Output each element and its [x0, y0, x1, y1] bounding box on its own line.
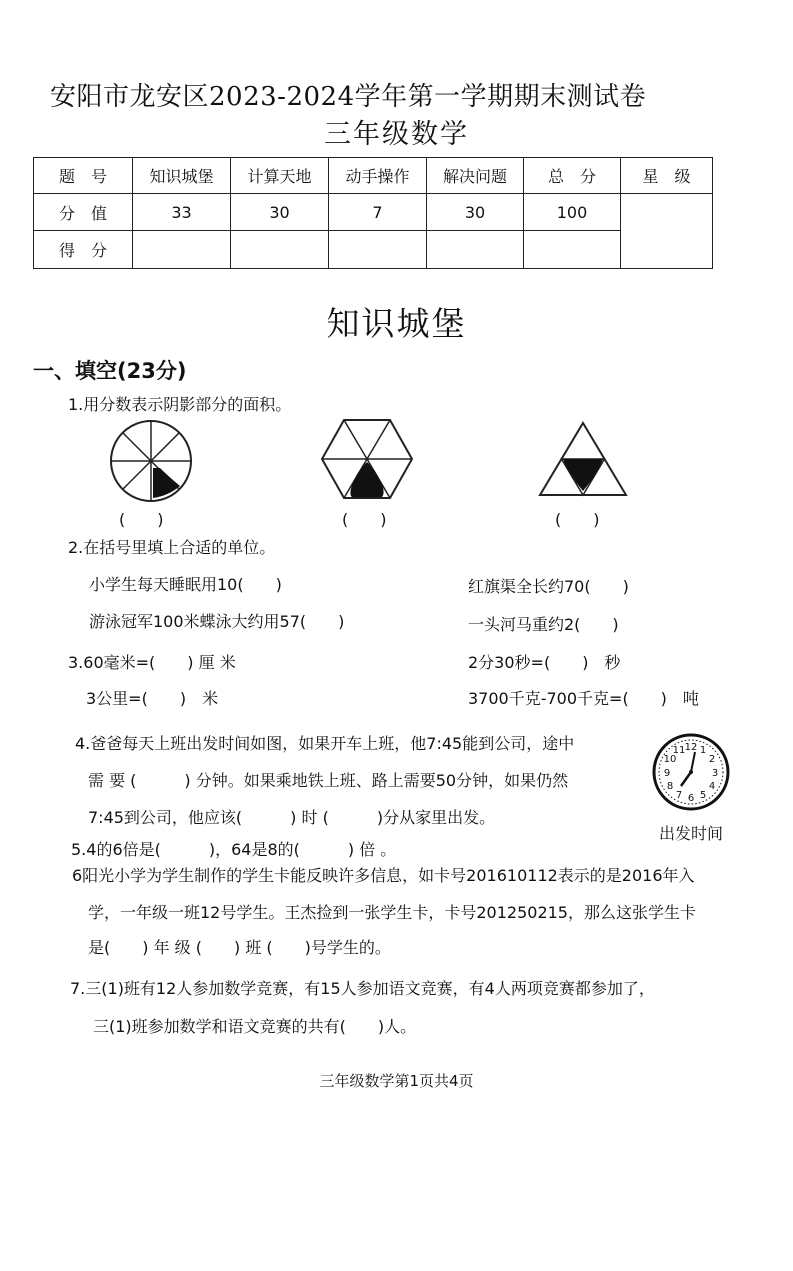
- table-header-cell: 计算天地: [231, 158, 329, 194]
- svg-text:12: 12: [684, 742, 698, 753]
- question-3d[interactable]: 3700千克-700千克=( ) 吨: [468, 689, 699, 708]
- score-input-cell[interactable]: [231, 231, 329, 269]
- question-7-line1: 7.三(1)班有12人参加数学竞赛，有15人参加语文竞赛，有4人两项竞赛都参加了，: [70, 979, 655, 998]
- question-4-line2[interactable]: 需 要 ( ) 分钟。如果乘地铁上班、路上需要50分钟，如果仍然: [88, 771, 569, 790]
- section-title: 知识城堡: [326, 304, 467, 343]
- question-5[interactable]: 5.4的6倍是( )，64是8的( ) 倍 。: [71, 840, 397, 859]
- table-header-cell: 题 号: [34, 158, 133, 194]
- clock-icon: [651, 731, 731, 813]
- question-4-line3[interactable]: 7:45到公司，他应该( ) 时 ( )分从家里出发。: [88, 808, 496, 827]
- circle-figure: [108, 418, 194, 504]
- clock-caption: 出发时间: [659, 824, 724, 843]
- score-input-cell[interactable]: [427, 231, 524, 269]
- table-header-cell: 星 级: [621, 158, 713, 194]
- svg-text:4: 4: [708, 781, 716, 792]
- hexagon-figure: [320, 418, 414, 500]
- question-3b[interactable]: 2分30秒=( ) 秒: [468, 653, 621, 672]
- score-value-cell: 7: [329, 194, 427, 231]
- answer-blank[interactable]: ( ): [119, 510, 164, 529]
- score-input-cell[interactable]: [524, 231, 621, 269]
- svg-text:9: 9: [663, 768, 671, 779]
- question-2: 2.在括号里填上合适的单位。: [68, 538, 276, 557]
- score-value-cell: 30: [231, 194, 329, 231]
- question-2d[interactable]: 一头河马重约2( ): [468, 615, 619, 634]
- answer-blank[interactable]: ( ): [342, 510, 387, 529]
- question-1: 1.用分数表示阴影部分的面积。: [68, 395, 292, 414]
- svg-text:3: 3: [711, 768, 719, 779]
- svg-text:1: 1: [699, 745, 707, 756]
- question-2b[interactable]: 红旗渠全长约70( ): [468, 577, 629, 596]
- score-input-cell[interactable]: [133, 231, 231, 269]
- score-value-cell: 33: [133, 194, 231, 231]
- question-6-line3[interactable]: 是( ) 年 级 ( ) 班 ( )号学生的。: [88, 938, 391, 957]
- exam-subtitle: 三年级数学: [324, 119, 469, 150]
- question-2a[interactable]: 小学生每天睡眠用10( ): [89, 575, 282, 594]
- table-header-cell: 知识城堡: [133, 158, 231, 194]
- answer-blank[interactable]: ( ): [555, 510, 600, 529]
- svg-text:7: 7: [675, 790, 683, 801]
- question-7-line2[interactable]: 三(1)班参加数学和语文竞赛的共有( )人。: [93, 1017, 417, 1036]
- row-label: 分 值: [34, 194, 133, 231]
- question-3c[interactable]: 3公里=( ) 米: [86, 689, 219, 708]
- page-footer: 三年级数学第1页共4页: [319, 1072, 474, 1090]
- question-2c[interactable]: 游泳冠军100米蝶泳大约用57( ): [89, 612, 345, 631]
- score-value-cell: 100: [524, 194, 621, 231]
- svg-text:6: 6: [687, 793, 695, 804]
- row-label: 得 分: [34, 231, 133, 269]
- score-table: [33, 157, 713, 269]
- table-header-cell: 动手操作: [329, 158, 427, 194]
- exam-title: 安阳市龙安区2023-2024学年第一学期期末测试卷: [50, 82, 647, 112]
- svg-text:8: 8: [666, 781, 674, 792]
- svg-text:2: 2: [708, 754, 716, 765]
- svg-text:5: 5: [699, 790, 707, 801]
- svg-text:11: 11: [672, 745, 686, 756]
- table-header-cell: 总 分: [524, 158, 621, 194]
- svg-text:10: 10: [663, 754, 677, 765]
- table-header-cell: 解决问题: [427, 158, 524, 194]
- question-4-line1: 4.爸爸每天上班出发时间如图，如果开车上班，他7:45能到公司，途中: [75, 734, 575, 753]
- question-6-line1: 6阳光小学为学生制作的学生卡能反映许多信息，如卡号201610112表示的是2016年入: [72, 866, 695, 885]
- question-3a[interactable]: 3.60毫米=( ) 厘 米: [68, 653, 236, 672]
- question-6-line2: 学，一年级一班12号学生。王杰捡到一张学生卡，卡号201250215，那么这张学生卡: [88, 903, 696, 922]
- part-heading: 一、填空(23分): [33, 359, 187, 383]
- triangle-figure: [538, 421, 628, 497]
- star-rating-cell[interactable]: [621, 194, 713, 269]
- score-value-cell: 30: [427, 194, 524, 231]
- score-input-cell[interactable]: [329, 231, 427, 269]
